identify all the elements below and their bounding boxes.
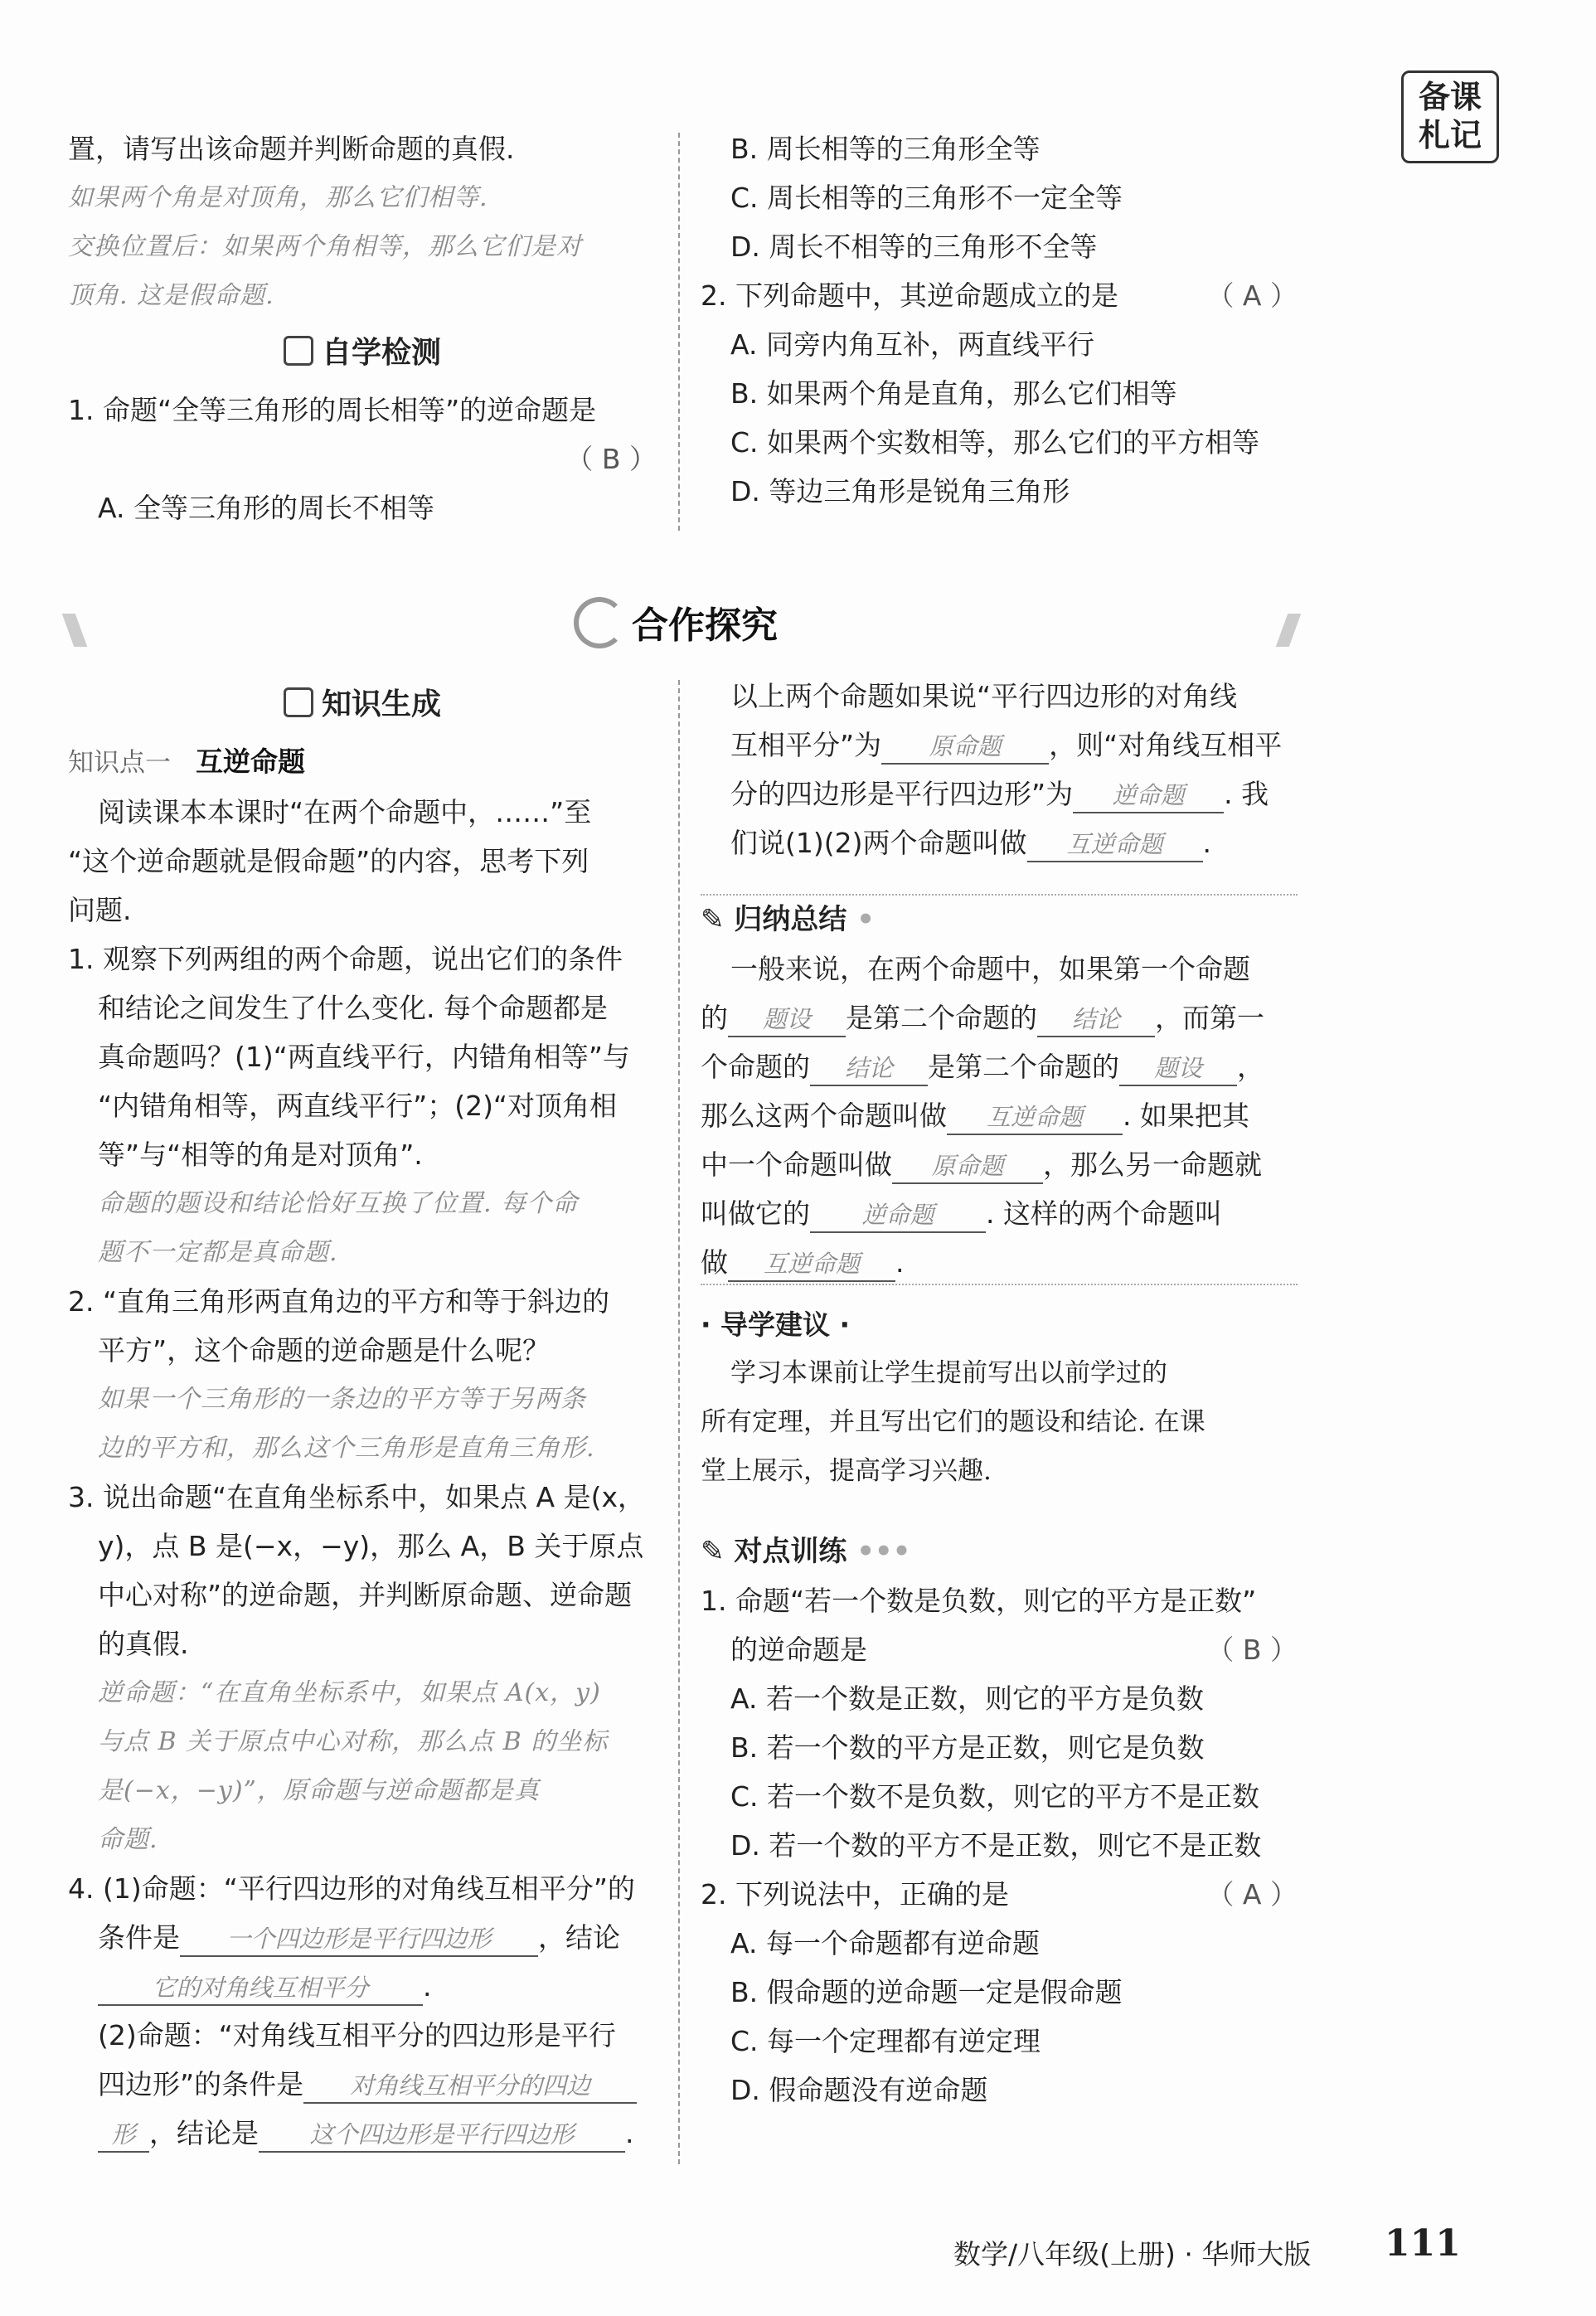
fill-blank[interactable]: 互逆命题 [1027, 828, 1203, 862]
guide-heading: · 导学建议 · [701, 1309, 851, 1341]
training-q1: 1. 命题“若一个数是负数，则它的平方是正数” [701, 1585, 1257, 1617]
self-test-heading: 自学检测 [68, 328, 657, 377]
answer-choice: （ B ） [565, 443, 657, 475]
text-fragment: ，则“对角线互相平 [1049, 729, 1283, 761]
training-heading: ✎ 对点训练 ••• [701, 1535, 911, 1568]
fill-blank[interactable]: 对角线互相平分的四边 [303, 2069, 637, 2104]
option-b: B. 若一个数的平方是正数，则它是负数 [730, 1731, 1205, 1764]
fill-blank[interactable]: 结论 [1037, 1003, 1155, 1037]
fill-blank[interactable]: 原命题 [881, 730, 1049, 765]
problem-4: 4. (1)命题：“平行四边形的对角线互相平分”的 [68, 1872, 635, 1905]
text-fragment: . [625, 2117, 634, 2149]
option-b: B. 假命题的逆命题一定是假命题 [730, 1976, 1123, 2008]
problem-2: 2. “直角三角形两直角边的平方和等于斜边的 [68, 1285, 610, 1318]
book-icon [284, 687, 313, 717]
answer-line: 是(−x，−y)”，原命题与逆命题都是真 [98, 1776, 540, 1805]
problem-1: 等”与“相等的角是对顶角”. [98, 1139, 423, 1171]
answer-line: 边的平方和，那么这个三角形是直角三角形. [98, 1434, 595, 1463]
notes-badge [1401, 70, 1499, 163]
badge-line1: 备课 [1418, 79, 1482, 115]
section-banner [68, 580, 1295, 663]
text-fragment: 中一个命题叫做 [701, 1148, 892, 1181]
answer-line: 交换位置后：如果两个角相等，那么它们是对 [68, 232, 582, 261]
option-b: B. 周长相等的三角形全等 [730, 133, 1041, 165]
problem-3: y)，点 B 是(−x，−y)，那么 A，B 关于原点 [98, 1530, 644, 1562]
intro-line: 阅读课本本课时“在两个命题中，……”至 [98, 796, 592, 828]
summary-heading: ✎ 归纳总结 • [701, 903, 875, 936]
answer-choice: （ B ） [1206, 1634, 1298, 1666]
knowledge-column [68, 672, 657, 2158]
option-a: A. 若一个数是正数，则它的平方是负数 [730, 1682, 1204, 1715]
knowledge-heading: 知识生成 [68, 680, 657, 729]
text-fragment: 是第二个命题的 [928, 1051, 1119, 1083]
fill-blank[interactable]: 题设 [1119, 1051, 1237, 1086]
fill-blank[interactable]: 一个四边形是平行四边形 [180, 1922, 538, 1957]
text-fragment: 是第二个命题的 [846, 1002, 1037, 1034]
text-fragment: 做 [701, 1246, 728, 1279]
summary-line: 一般来说，在两个命题中，如果第一个命题 [730, 953, 1250, 985]
badge-line2: 札记 [1418, 117, 1482, 153]
option-a: A. 每一个命题都有逆命题 [730, 1927, 1040, 1959]
problem-3: 的真假. [98, 1628, 189, 1660]
top-left-column [68, 124, 657, 532]
guide-block [701, 1300, 1298, 1496]
fill-blank[interactable]: 互逆命题 [728, 1247, 895, 1282]
text-fragment: ，结论是 [149, 2117, 259, 2149]
text-fragment: ，而第一 [1155, 1002, 1264, 1034]
problem-1: 1. 观察下列两组的两个命题，说出它们的条件 [68, 943, 623, 975]
statement-line: 以上两个命题如果说“平行四边形的对角线 [730, 680, 1238, 712]
decor-slash-right [1276, 614, 1302, 647]
question-tail: 置，请写出该命题并判断命题的真假. [68, 133, 515, 165]
option-a: A. 全等三角形的周长不相等 [98, 492, 434, 524]
answer-line: 逆命题：“在直角坐标系中，如果点 A(x，y) [98, 1678, 601, 1707]
guide-line: 学习本课前让学生提前写出以前学过的 [730, 1358, 1167, 1388]
option-d: D. 若一个数的平方不是正数，则它不是正数 [730, 1829, 1262, 1862]
training-q2: 2. 下列说法中，正确的是 [701, 1878, 1009, 1911]
top-right-column [701, 124, 1298, 516]
text-fragment: 叫做它的 [701, 1197, 810, 1230]
text-fragment: 那么这两个命题叫做 [701, 1100, 947, 1132]
answer-choice: （ A ） [1206, 1878, 1298, 1911]
guide-line: 堂上展示，提高学习兴趣. [701, 1456, 992, 1486]
option-c: C. 周长相等的三角形不一定全等 [730, 182, 1123, 214]
option-b: B. 如果两个角是直角，那么它们相等 [730, 377, 1177, 410]
text-fragment: ，那么另一命题就 [1043, 1148, 1262, 1181]
problem-2: 平方”，这个命题的逆命题是什么呢？ [98, 1334, 551, 1367]
option-c: C. 若一个数不是负数，则它的平方不是正数 [730, 1780, 1260, 1813]
right-lower-column [701, 672, 1298, 867]
option-d: D. 假命题没有逆命题 [730, 2074, 988, 2106]
option-d: D. 周长不相等的三角形不全等 [730, 231, 1098, 263]
text-fragment: 分的四边形是平行四边形”为 [730, 778, 1074, 810]
text-fragment: . [895, 1246, 905, 1279]
guide-line: 所有定理，并且写出它们的题设和结论. 在课 [701, 1407, 1205, 1437]
training-block [701, 1527, 1298, 2115]
answer-choice: （ A ） [1206, 279, 1298, 312]
fill-blank[interactable]: 它的对角线互相平分 [98, 1971, 423, 2006]
intro-line: “这个逆命题就是假命题”的内容，思考下列 [68, 845, 589, 877]
text-fragment: 互相平分”为 [730, 729, 882, 761]
answer-line: 如果两个角是对顶角，那么它们相等. [68, 183, 488, 212]
option-c: C. 如果两个实数相等，那么它们的平方相等 [730, 426, 1260, 459]
option-d: D. 等边三角形是锐角三角形 [730, 475, 1070, 507]
training-q1: 的逆命题是 [730, 1634, 867, 1666]
fill-blank[interactable]: 原命题 [892, 1149, 1043, 1184]
text-fragment: 个命题的 [701, 1051, 810, 1083]
answer-line: 如果一个三角形的一条边的平方等于另两条 [98, 1385, 586, 1414]
section-title: 合作探究 [632, 604, 778, 647]
checklist-icon [284, 336, 313, 366]
fill-blank[interactable]: 逆命题 [1073, 779, 1224, 813]
footer-text: 数学/八年级(上册) · 华师大版 [953, 2238, 1312, 2270]
question-1: 1. 命题“全等三角形的周长相等”的逆命题是 [68, 394, 597, 426]
summary-box [701, 894, 1298, 1285]
option-a: A. 同旁内角互补，两直线平行 [730, 328, 1094, 361]
fill-blank[interactable]: 互逆命题 [947, 1100, 1123, 1135]
text-fragment: 们说(1)(2)两个命题叫做 [730, 827, 1027, 859]
problem-3: 3. 说出命题“在直角坐标系中，如果点 A 是(x， [68, 1481, 646, 1513]
text-fragment: . 这样的两个命题叫 [986, 1197, 1222, 1230]
answer-line: 命题. [98, 1825, 158, 1854]
page-number: 111 [1385, 2222, 1461, 2265]
column-divider-top [678, 133, 680, 531]
problem-1: 真命题吗？(1)“两直线平行，内错角相等”与 [98, 1041, 630, 1073]
answer-line: 顶角. 这是假命题. [68, 281, 274, 310]
text-fragment: 的 [701, 1002, 728, 1034]
column-divider-bottom [678, 680, 680, 2164]
problem-1: 和结论之间发生了什么变化. 每个命题都是 [98, 992, 608, 1024]
knowledge-point-name: 互逆命题 [196, 745, 305, 778]
fill-blank[interactable]: 结论 [810, 1051, 928, 1086]
answer-line: 与点 B 关于原点中心对称，那么点 B 的坐标 [98, 1727, 609, 1756]
problem-1: “内错角相等，两直线平行”；(2)“对顶角相 [98, 1090, 618, 1122]
answer-line: 命题的题设和结论恰好互换了位置. 每个命 [98, 1189, 579, 1218]
fill-blank[interactable]: 逆命题 [810, 1198, 986, 1233]
text-fragment: ，结论 [538, 1921, 620, 1954]
text-fragment: . 我 [1224, 778, 1269, 810]
text-fragment: 四边形”的条件是 [98, 2068, 304, 2100]
text-fragment: . [423, 1970, 432, 2003]
fill-blank[interactable]: 形 [98, 2118, 149, 2153]
answer-line: 题不一定都是真命题. [98, 1238, 338, 1267]
edit-icon: ✎ [701, 1535, 725, 1568]
option-c: C. 每一个定理都有逆定理 [730, 2025, 1041, 2057]
decor-slash-left [62, 614, 88, 647]
pencil-icon: ✎ [701, 903, 725, 936]
problem-4: (2)命题：“对角线互相平分的四边形是平行 [98, 2019, 616, 2051]
text-fragment: . [1202, 827, 1211, 859]
problem-3: 中心对称”的逆命题，并判断原命题、逆命题 [98, 1579, 633, 1611]
text-fragment: . 如果把其 [1123, 1100, 1249, 1132]
swirl-icon [574, 597, 625, 648]
text-fragment: 条件是 [98, 1921, 180, 1954]
text-fragment: ， [1237, 1051, 1264, 1083]
knowledge-point-label: 知识点一 [68, 748, 171, 778]
fill-blank[interactable]: 这个四边形是平行四边形 [259, 2118, 625, 2153]
fill-blank[interactable]: 题设 [728, 1003, 846, 1037]
question-2: 2. 下列命题中，其逆命题成立的是 [701, 279, 1118, 312]
intro-line: 问题. [68, 894, 132, 926]
